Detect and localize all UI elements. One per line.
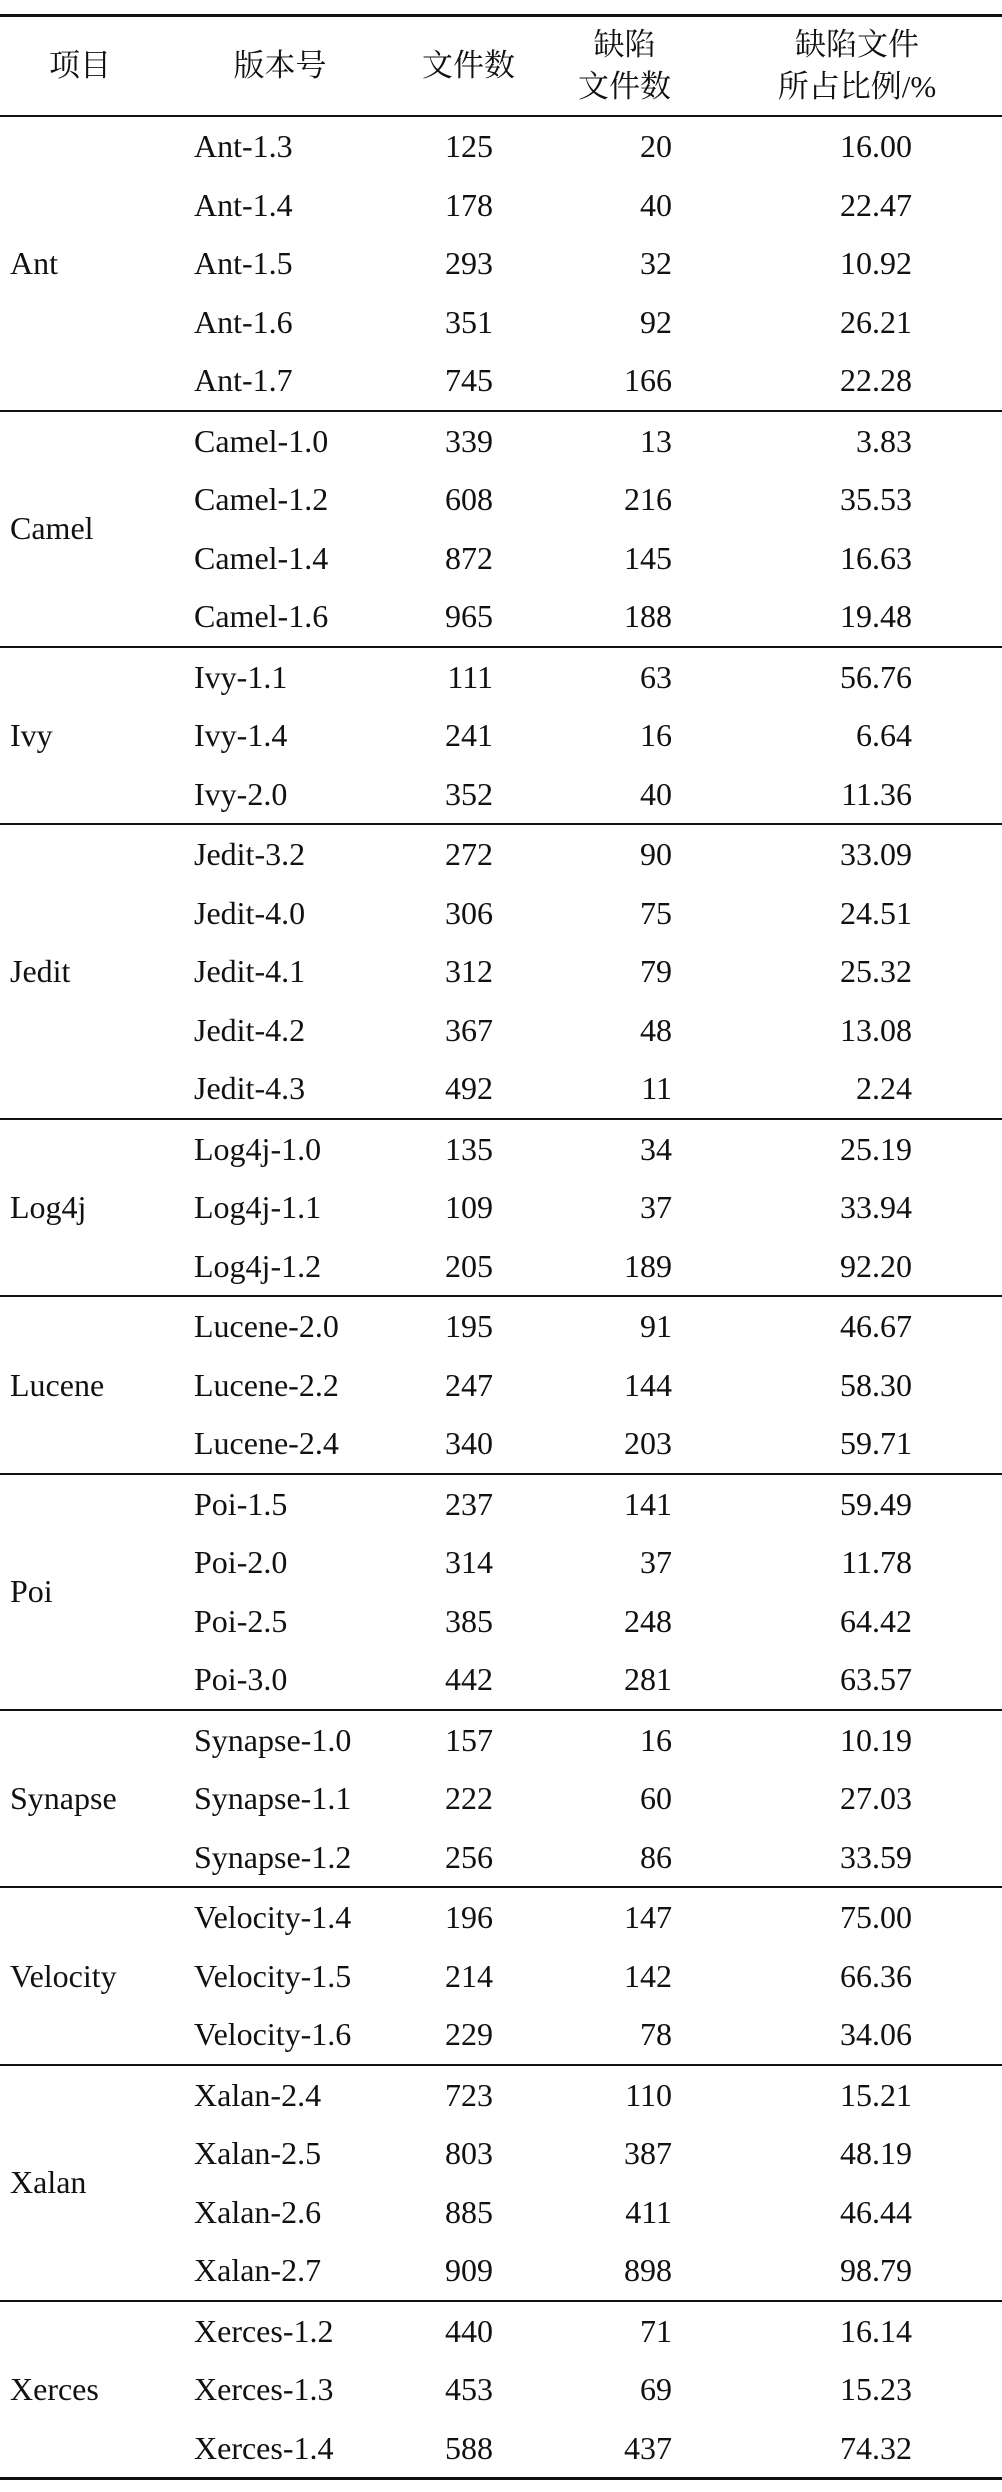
files-cell: 909 <box>400 2241 537 2301</box>
version-cell: Xerces-1.4 <box>160 2419 400 2479</box>
defect-ratio-cell: 19.48 <box>712 587 1002 647</box>
defect-ratio-cell: 27.03 <box>840 1780 912 1816</box>
files-cell: 111 <box>447 658 493 695</box>
defect-ratio-cell: 33.59 <box>712 1828 1002 1888</box>
project-cell: Synapse <box>0 1710 160 1888</box>
version-cell: Synapse-1.1 <box>194 1780 352 1816</box>
files-cell: 608 <box>445 481 493 517</box>
version-cell: Log4j-1.2 <box>160 1237 400 1297</box>
header-defect-ratio <box>712 16 1002 117</box>
defect-files-cell: 34 <box>640 1130 672 1167</box>
defect-files-cell: 40 <box>640 186 672 223</box>
version-cell: Lucene-2.0 <box>194 1308 339 1344</box>
version-cell: Camel-1.0 <box>194 422 329 459</box>
defect-ratio-cell: 16.00 <box>840 128 912 164</box>
defect-files-cell: 898 <box>537 2241 712 2301</box>
files-cell: 872 <box>445 539 493 576</box>
version-cell: Ivy-1.4 <box>194 717 288 753</box>
files-cell: 293 <box>445 245 493 281</box>
defect-files-cell: 437 <box>537 2419 712 2479</box>
version-cell: Jedit-3.2 <box>194 836 306 872</box>
version-cell: Velocity-1.4 <box>194 1899 352 1935</box>
defect-files-cell: 16 <box>640 1721 672 1758</box>
table-row <box>0 1119 1002 1179</box>
defect-ratio-cell: 10.19 <box>840 1721 912 1758</box>
defect-ratio-cell: 98.79 <box>712 2241 1002 2301</box>
defect-files-cell: 13 <box>640 422 672 459</box>
defect-ratio-cell: 66.36 <box>840 1957 912 1994</box>
version-cell: Jedit-4.1 <box>194 953 306 989</box>
defect-files-cell: 48 <box>640 1011 672 1048</box>
project-cell: Lucene <box>0 1296 160 1474</box>
version-cell: Ivy-1.1 <box>194 658 288 695</box>
defect-ratio-cell: 59.71 <box>712 1414 1002 1474</box>
version-cell: Xalan-2.6 <box>194 2193 322 2230</box>
version-cell: Ant-1.6 <box>194 303 293 340</box>
table-row <box>0 824 1002 884</box>
files-cell: 109 <box>445 1189 493 1225</box>
version-cell: Xerces-1.2 <box>194 2312 334 2349</box>
table-row <box>0 647 1002 707</box>
defect-files-cell: 16 <box>640 717 672 753</box>
defect-files-cell: 144 <box>624 1366 672 1403</box>
version-cell: Log4j-1.1 <box>194 1189 322 1225</box>
files-cell: 352 <box>400 765 537 825</box>
defect-ratio-cell: 25.19 <box>840 1130 912 1167</box>
table-row <box>0 2065 1002 2125</box>
version-cell: Poi-2.5 <box>194 1602 288 1639</box>
files-cell: 440 <box>445 2312 493 2349</box>
header-version: 版本号 <box>160 16 400 117</box>
files-cell: 367 <box>445 1011 493 1048</box>
table-body <box>0 116 1002 2479</box>
project-cell: Ant <box>0 116 160 411</box>
project-cell: Camel <box>0 411 160 647</box>
defect-ratio-cell: 13.08 <box>840 1011 912 1048</box>
files-cell: 340 <box>400 1414 537 1474</box>
files-cell: 229 <box>400 2005 537 2065</box>
defect-ratio-cell: 22.28 <box>712 351 1002 411</box>
table-row <box>0 411 1002 471</box>
defect-ratio-cell: 56.76 <box>840 658 912 695</box>
files-cell: 222 <box>445 1780 493 1816</box>
table-row <box>0 1887 1002 1947</box>
defect-ratio-cell: 46.44 <box>840 2193 912 2230</box>
defect-files-cell: 189 <box>537 1237 712 1297</box>
defect-ratio-cell: 33.09 <box>840 836 912 872</box>
files-cell: 803 <box>445 2135 493 2171</box>
files-cell: 157 <box>445 1721 493 1758</box>
defect-ratio-cell: 10.92 <box>840 245 912 281</box>
defect-ratio-cell: 92.20 <box>712 1237 1002 1297</box>
project-cell: Jedit <box>0 824 160 1119</box>
defect-ratio-cell: 46.67 <box>840 1308 912 1344</box>
defect-ratio-cell: 16.63 <box>840 539 912 576</box>
defect-files-cell: 145 <box>624 539 672 576</box>
defect-files-cell: 248 <box>624 1602 672 1639</box>
files-cell: 314 <box>445 1544 493 1580</box>
defect-files-cell: 91 <box>640 1308 672 1344</box>
version-cell: Jedit-4.2 <box>194 1011 306 1048</box>
files-cell: 306 <box>445 894 493 931</box>
version-cell: Synapse-1.2 <box>160 1828 400 1888</box>
files-cell: 442 <box>400 1650 537 1710</box>
version-cell: Jedit-4.3 <box>160 1059 400 1119</box>
project-cell: Xerces <box>0 2301 160 2479</box>
defect-ratio-cell: 48.19 <box>840 2135 912 2171</box>
defect-ratio-cell: 3.83 <box>856 422 912 459</box>
files-cell: 196 <box>445 1899 493 1935</box>
defect-ratio-cell: 74.32 <box>712 2419 1002 2479</box>
defect-ratio-cell: 58.30 <box>840 1366 912 1403</box>
defect-files-cell: 188 <box>537 587 712 647</box>
files-cell: 965 <box>400 587 537 647</box>
defect-ratio-cell: 11.78 <box>841 1544 912 1580</box>
defect-files-cell: 387 <box>624 2135 672 2171</box>
header-defect-files-line2: 文件数 <box>578 69 671 104</box>
project-cell: Log4j <box>0 1119 160 1297</box>
project-cell: Poi <box>0 1474 160 1710</box>
project-cell: Ivy <box>0 647 160 825</box>
version-cell: Camel-1.2 <box>194 481 329 517</box>
header-defect-files <box>537 16 712 117</box>
defect-ratio-cell: 26.21 <box>840 303 912 340</box>
table-row <box>0 1296 1002 1356</box>
defect-files-cell: 37 <box>640 1189 672 1225</box>
defect-files-cell: 147 <box>624 1899 672 1935</box>
version-cell: Xalan-2.5 <box>194 2135 322 2171</box>
files-cell: 588 <box>400 2419 537 2479</box>
defect-ratio-cell: 15.21 <box>840 2076 912 2113</box>
defect-ratio-cell: 63.57 <box>712 1650 1002 1710</box>
defect-ratio-cell: 34.06 <box>712 2005 1002 2065</box>
version-cell: Poi-2.0 <box>194 1544 288 1580</box>
defect-ratio-cell: 22.47 <box>840 186 912 223</box>
defect-ratio-cell: 16.14 <box>840 2312 912 2349</box>
files-cell: 272 <box>445 836 493 872</box>
files-cell: 723 <box>445 2076 493 2113</box>
files-cell: 745 <box>400 351 537 411</box>
version-cell: Camel-1.6 <box>160 587 400 647</box>
version-cell: Xalan-2.4 <box>194 2076 322 2113</box>
project-cell: Velocity <box>0 1887 160 2065</box>
files-cell: 205 <box>400 1237 537 1297</box>
table-row <box>0 2301 1002 2361</box>
table-header <box>0 16 1002 117</box>
version-cell: Ant-1.4 <box>194 186 293 223</box>
files-cell: 885 <box>445 2193 493 2230</box>
defect-ratio-cell: 75.00 <box>840 1899 912 1935</box>
defect-files-cell: 281 <box>537 1650 712 1710</box>
version-cell: Camel-1.4 <box>194 539 329 576</box>
header-defect-files-line1: 缺陷 <box>593 27 656 62</box>
defect-files-cell: 75 <box>640 894 672 931</box>
defect-files-cell: 60 <box>640 1780 672 1816</box>
version-cell: Ant-1.5 <box>194 245 293 281</box>
defect-files-cell: 411 <box>625 2193 672 2230</box>
files-cell: 256 <box>400 1828 537 1888</box>
defect-files-cell: 63 <box>640 658 672 695</box>
defect-ratio-cell: 24.51 <box>840 894 912 931</box>
header-defect-ratio-line1: 缺陷文件 <box>795 27 919 62</box>
defect-files-cell: 92 <box>640 303 672 340</box>
defect-files-cell: 142 <box>624 1957 672 1994</box>
files-cell: 125 <box>445 128 493 164</box>
defect-ratio-cell: 6.64 <box>856 717 912 753</box>
version-cell: Synapse-1.0 <box>194 1721 352 1758</box>
files-cell: 247 <box>445 1366 493 1403</box>
files-cell: 385 <box>445 1602 493 1639</box>
files-cell: 214 <box>445 1957 493 1994</box>
defect-ratio-cell: 64.42 <box>840 1602 912 1639</box>
version-cell: Poi-1.5 <box>194 1485 288 1522</box>
files-cell: 178 <box>445 186 493 223</box>
table-row <box>0 1474 1002 1534</box>
header-files: 文件数 <box>400 16 537 117</box>
version-cell: Velocity-1.6 <box>160 2005 400 2065</box>
files-cell: 195 <box>445 1308 493 1344</box>
defect-ratio-cell: 59.49 <box>840 1485 912 1522</box>
header-row <box>0 16 1002 117</box>
defect-files-cell: 78 <box>537 2005 712 2065</box>
defect-files-cell: 203 <box>537 1414 712 1474</box>
defect-files-cell: 110 <box>625 2076 672 2113</box>
files-cell: 237 <box>445 1485 493 1522</box>
defect-dataset-table <box>0 14 1002 2480</box>
table-row <box>0 1710 1002 1770</box>
version-cell: Lucene-2.2 <box>194 1366 339 1403</box>
defect-files-cell: 141 <box>624 1485 672 1522</box>
defect-files-cell: 86 <box>537 1828 712 1888</box>
defect-ratio-cell: 33.94 <box>840 1189 912 1225</box>
version-cell: Ant-1.3 <box>194 128 293 164</box>
files-cell: 135 <box>445 1130 493 1167</box>
version-cell: Jedit-4.0 <box>194 894 306 931</box>
version-cell: Lucene-2.4 <box>160 1414 400 1474</box>
files-cell: 453 <box>445 2371 493 2407</box>
table-row <box>0 116 1002 176</box>
version-cell: Xalan-2.7 <box>160 2241 400 2301</box>
defect-files-cell: 166 <box>537 351 712 411</box>
version-cell: Xerces-1.3 <box>194 2371 334 2407</box>
defect-ratio-cell: 11.36 <box>712 765 1002 825</box>
defect-ratio-cell: 15.23 <box>840 2371 912 2407</box>
defect-files-cell: 71 <box>640 2312 672 2349</box>
defect-files-cell: 11 <box>537 1059 712 1119</box>
version-cell: Velocity-1.5 <box>194 1957 352 1994</box>
defect-files-cell: 37 <box>640 1544 672 1580</box>
version-cell: Ant-1.7 <box>160 351 400 411</box>
files-cell: 339 <box>445 422 493 459</box>
header-project: 项目 <box>0 16 160 117</box>
files-cell: 241 <box>445 717 493 753</box>
files-cell: 492 <box>400 1059 537 1119</box>
defect-files-cell: 79 <box>640 953 672 989</box>
defect-files-cell: 32 <box>640 245 672 281</box>
header-defect-ratio-line2: 所占比例/% <box>777 69 937 104</box>
project-cell: Xalan <box>0 2065 160 2301</box>
version-cell: Log4j-1.0 <box>194 1130 322 1167</box>
defect-files-cell: 40 <box>537 765 712 825</box>
defect-ratio-cell: 2.24 <box>712 1059 1002 1119</box>
version-cell: Poi-3.0 <box>160 1650 400 1710</box>
defect-files-cell: 90 <box>640 836 672 872</box>
files-cell: 351 <box>445 303 493 340</box>
defect-files-cell: 216 <box>624 481 672 517</box>
defect-files-cell: 20 <box>640 128 672 164</box>
files-cell: 312 <box>445 953 493 989</box>
version-cell: Ivy-2.0 <box>160 765 400 825</box>
defect-ratio-cell: 35.53 <box>840 481 912 517</box>
defect-files-cell: 69 <box>640 2371 672 2407</box>
defect-ratio-cell: 25.32 <box>840 953 912 989</box>
